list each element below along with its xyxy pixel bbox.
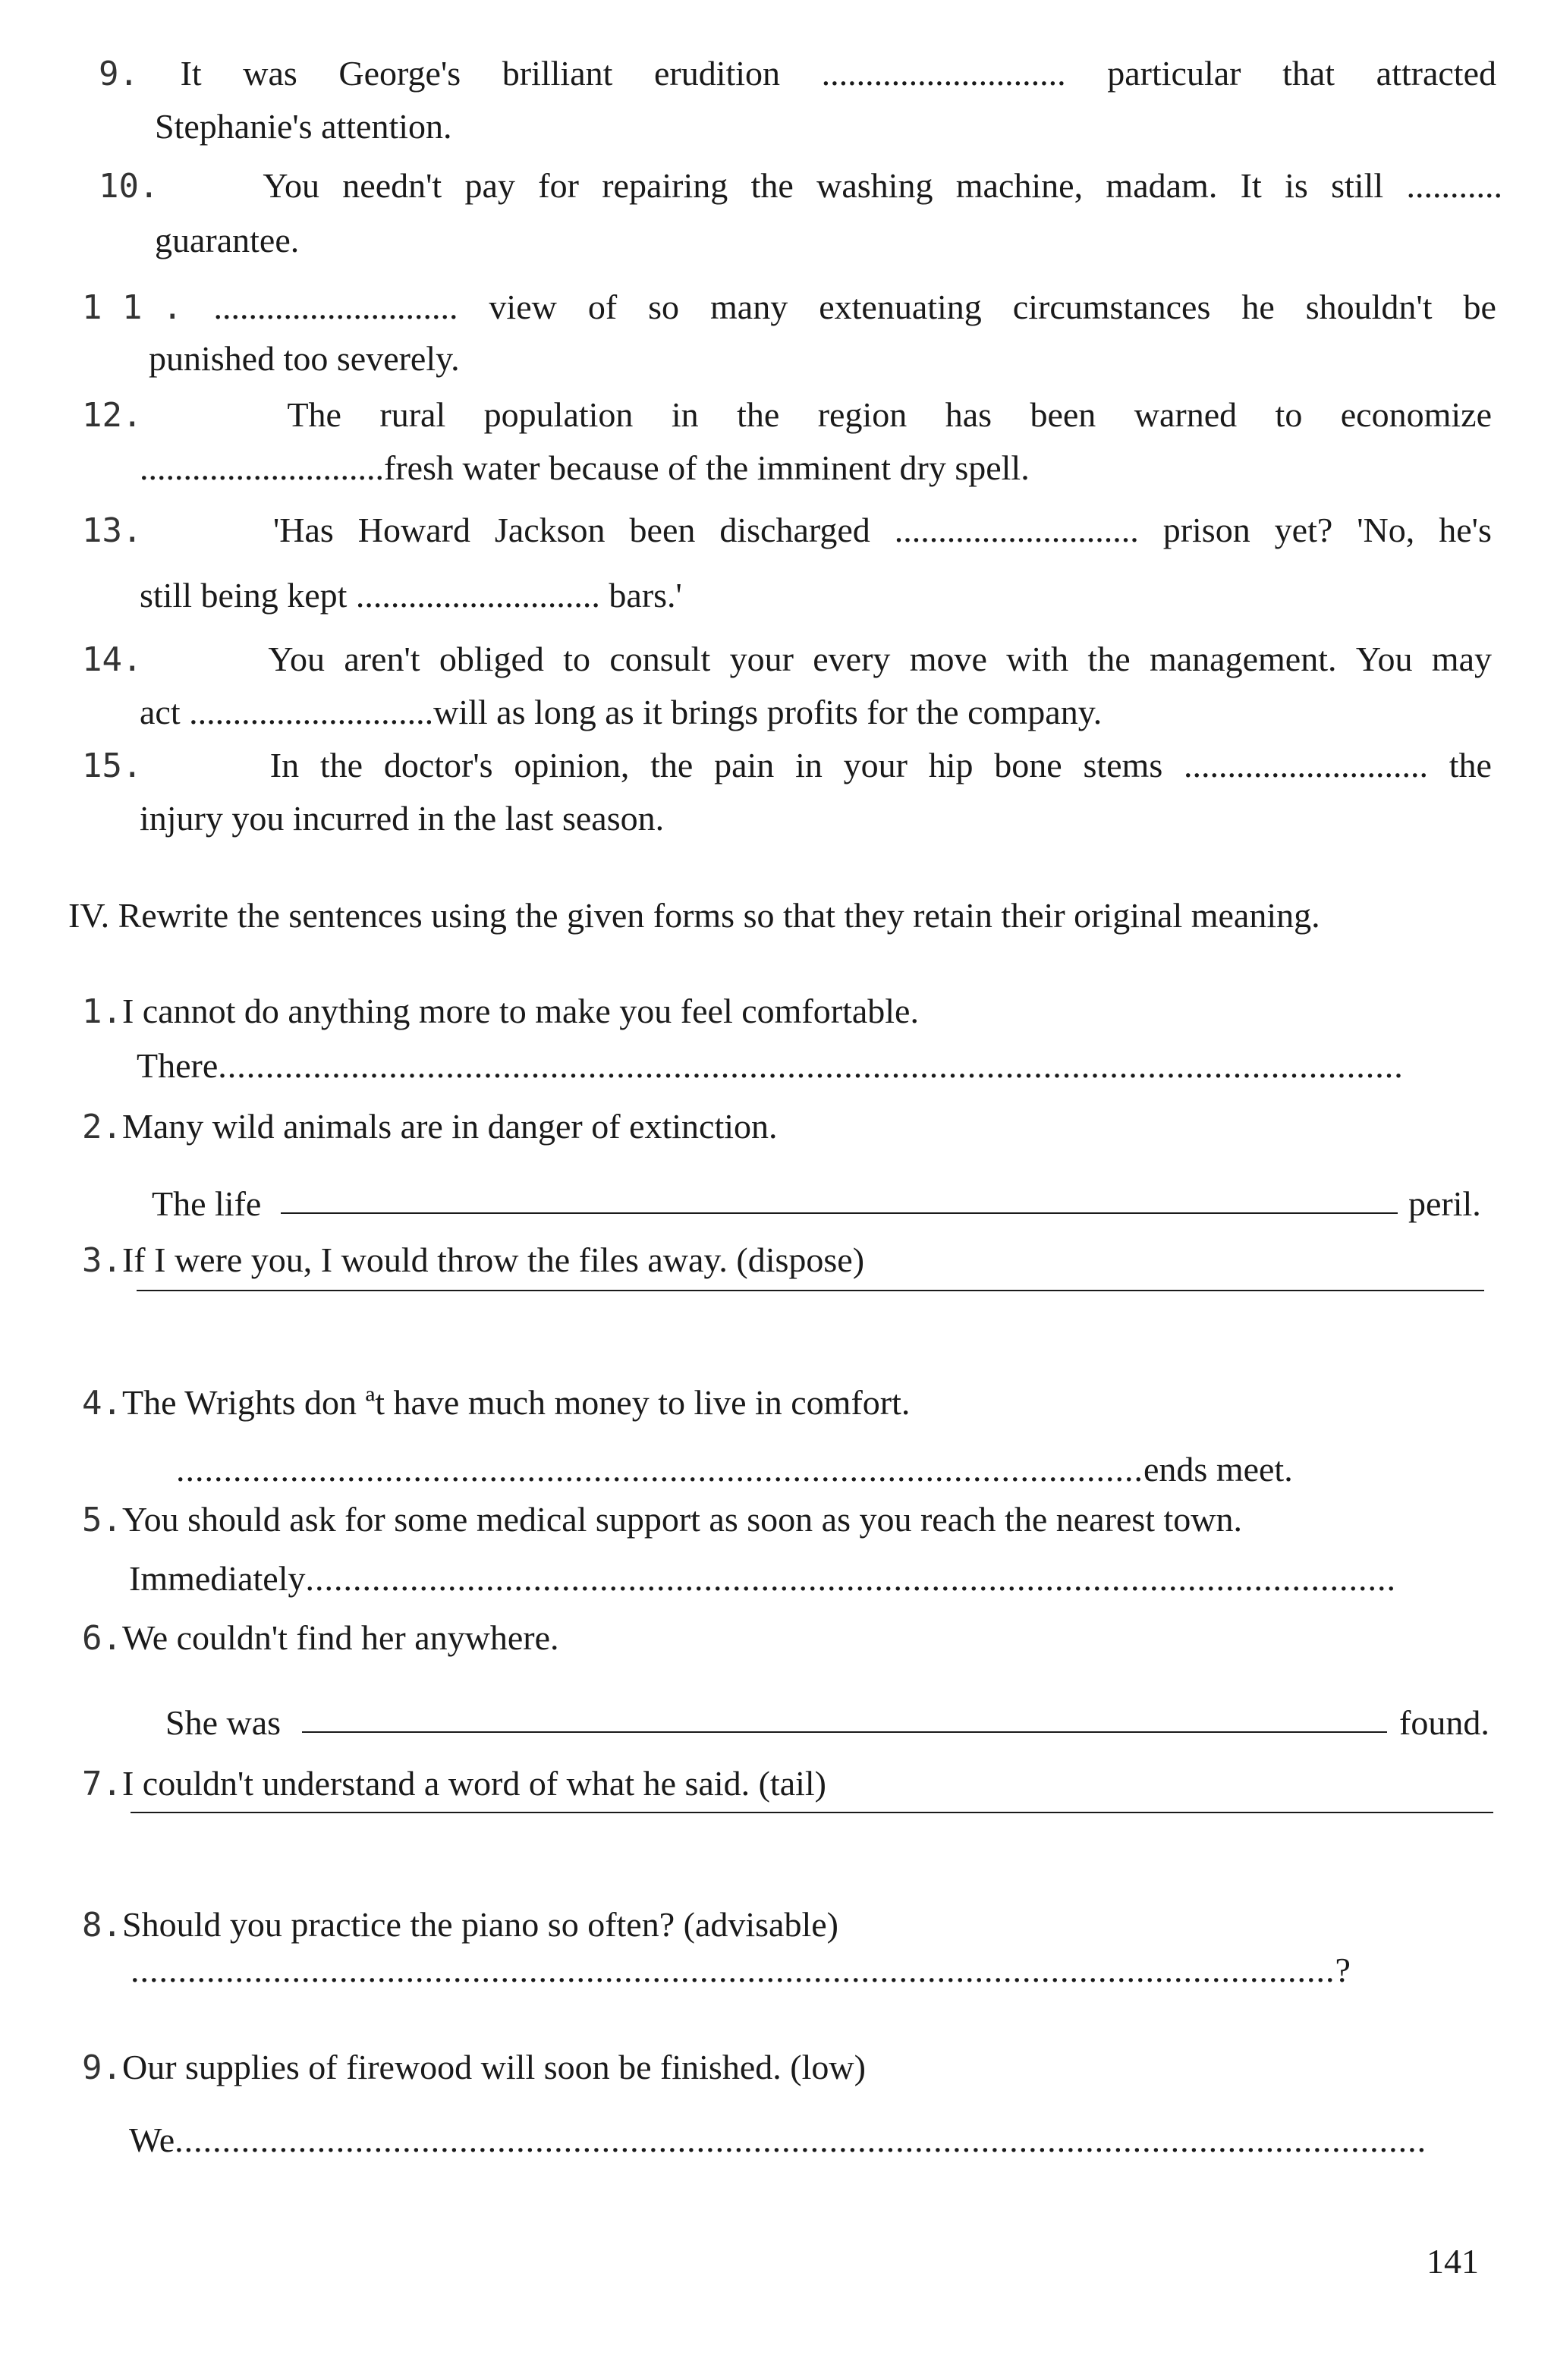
word: The — [287, 395, 341, 434]
answer-line-8[interactable] — [131, 1950, 1351, 1990]
item-number: 10. — [99, 167, 159, 206]
item-number: 8. — [82, 1906, 122, 1945]
item-11-line2: punished too severely. — [149, 339, 460, 378]
answer-prefix: The life — [152, 1184, 262, 1223]
answer-underline-7[interactable] — [131, 1812, 1493, 1813]
rewrite-item-4 — [82, 1382, 910, 1423]
word: your — [729, 640, 794, 678]
answer-blank[interactable]: ...................................................................................................... — [176, 1450, 1143, 1489]
word: has — [945, 395, 992, 434]
item-number: 1 1 . — [82, 288, 183, 327]
rewrite-item-2 — [82, 1106, 778, 1146]
word: pain — [714, 746, 775, 784]
word: discharged — [719, 511, 870, 549]
sentence: If I were you, I would throw the files away. (dispose) — [121, 1240, 865, 1279]
rewrite-item-5 — [82, 1499, 1242, 1539]
item-9-line1 — [99, 53, 1496, 93]
sentence: Should you practice the piano so often? (advisable) — [121, 1905, 838, 1944]
item-number: 3. — [82, 1241, 122, 1280]
item-number: 15. — [82, 747, 143, 785]
answer-blank[interactable]: ............................ — [1184, 746, 1428, 784]
rewrite-item-3 — [82, 1240, 864, 1280]
word: the — [319, 746, 363, 784]
word: be — [1463, 288, 1496, 326]
word: many — [710, 288, 788, 326]
word: is — [1285, 166, 1308, 205]
word: move — [909, 640, 987, 678]
rewrite-item-8 — [82, 1904, 838, 1945]
answer-blank[interactable]: ................................................................................................................... — [305, 1559, 1396, 1598]
word: 'Has — [272, 511, 334, 549]
word: madam. — [1106, 166, 1218, 205]
word: economize — [1340, 395, 1492, 434]
answer-suffix: peril. — [1408, 1184, 1481, 1223]
word: shouldn't — [1305, 288, 1433, 326]
word: view — [489, 288, 557, 326]
word: with — [1006, 640, 1069, 678]
word: warned — [1134, 395, 1238, 434]
answer-suffix: ? — [1335, 1951, 1351, 1989]
word: bone — [994, 746, 1062, 784]
word: particular — [1107, 54, 1241, 93]
item-14-line2: act ............................will as long as it brings profits for the company. — [140, 693, 1103, 731]
answer-line-4[interactable] — [176, 1449, 1293, 1489]
word: prison — [1162, 511, 1250, 549]
word: to — [563, 640, 590, 678]
answer-underline-2[interactable] — [281, 1212, 1398, 1214]
answer-blank[interactable]: ............................ — [213, 288, 458, 326]
word: opinion, — [514, 746, 630, 784]
answer-prefix: There — [137, 1046, 219, 1085]
word: aren't — [344, 640, 420, 678]
word: needn't — [342, 166, 442, 205]
answer-line-5[interactable] — [129, 1558, 1396, 1599]
sentence: We couldn't find her anywhere. — [121, 1618, 559, 1657]
item-15-line1 — [82, 745, 1492, 785]
sentence: You should ask for some medical support as soon as you reach the nearest town. — [121, 1500, 1242, 1539]
word: was — [243, 54, 297, 93]
page-number: 141 — [1427, 2242, 1479, 2281]
word: that — [1282, 54, 1335, 93]
word: You — [263, 166, 319, 205]
item-number: 4. — [82, 1384, 122, 1423]
word: It — [1240, 166, 1262, 205]
word: the — [1449, 746, 1492, 784]
word: 'No, — [1357, 511, 1415, 549]
answer-blank[interactable]: ............................ — [894, 511, 1139, 549]
word: extenuating — [819, 288, 982, 326]
item-number: 6. — [82, 1619, 122, 1658]
word: been — [1030, 395, 1096, 434]
word: of — [587, 288, 618, 326]
word: Jackson — [494, 511, 606, 549]
word: the — [750, 166, 794, 205]
word: may — [1431, 640, 1492, 678]
word: doctor's — [383, 746, 493, 784]
item-number: 1. — [82, 992, 122, 1031]
answer-blank[interactable]: ............................ — [821, 54, 1066, 93]
word: he — [1241, 288, 1275, 326]
answer-suffix: found. — [1399, 1703, 1490, 1742]
rewrite-item-1 — [82, 991, 919, 1031]
word: population — [483, 395, 634, 434]
answer-blank[interactable]: ............................................................................................................................. — [218, 1046, 1404, 1085]
word: consult — [609, 640, 711, 678]
answer-prefix: She was — [165, 1703, 282, 1742]
item-11-line1 — [82, 287, 1496, 327]
section-heading: IV. Rewrite the sentences using the given forms so that they retain their original meaning. — [68, 896, 1320, 935]
answer-line-9[interactable] — [129, 2120, 1427, 2160]
item-number: 7. — [82, 1765, 122, 1803]
answer-suffix: ends meet. — [1143, 1450, 1293, 1489]
word: obliged — [439, 640, 544, 678]
answer-prefix: We — [129, 2121, 175, 2159]
word: every — [813, 640, 891, 678]
word: yet? — [1274, 511, 1333, 549]
word: In — [269, 746, 300, 784]
item-13-line1 — [82, 510, 1492, 550]
word: your — [843, 746, 908, 784]
item-15-line2: injury you incurred in the last season. — [140, 799, 665, 838]
word: machine, — [955, 166, 1084, 205]
sentence: The Wrights don ªt have much money to live in comfort. — [121, 1383, 911, 1422]
word: still — [1331, 166, 1384, 205]
word: so — [648, 288, 680, 326]
word: in — [671, 395, 699, 434]
word: Howard — [357, 511, 470, 549]
rewrite-item-9 — [82, 2047, 866, 2087]
item-10-line1 — [99, 165, 1502, 206]
word: It — [180, 54, 202, 93]
item-10-line2: guarantee. — [155, 221, 300, 259]
item-12-line1 — [82, 395, 1492, 435]
word: brilliant — [502, 54, 613, 93]
sentence: I couldn't understand a word of what he said. (tail) — [121, 1764, 827, 1803]
word: stems — [1083, 746, 1163, 784]
sentence: Many wild animals are in danger of extinction. — [121, 1107, 778, 1146]
item-number: 2. — [82, 1108, 122, 1146]
word: attracted — [1376, 54, 1496, 93]
word: George's — [338, 54, 461, 93]
answer-prefix: Immediately — [129, 1559, 306, 1598]
word: the — [650, 746, 694, 784]
item-14-line1 — [82, 639, 1492, 679]
word: pay — [464, 166, 515, 205]
word: hip — [928, 746, 974, 784]
item-number: 9. — [82, 2048, 122, 2087]
word: repairing — [602, 166, 728, 205]
rewrite-item-6 — [82, 1618, 559, 1658]
word: the — [737, 395, 780, 434]
word: region — [817, 395, 908, 434]
answer-blank[interactable]: ............................................................................................................................... — [131, 1951, 1335, 1989]
item-9-line2: Stephanie's attention. — [155, 107, 452, 146]
word: You — [268, 640, 325, 678]
answer-blank[interactable]: .................................................................................................................................... — [175, 2121, 1427, 2159]
sentence: Our supplies of firewood will soon be finished. (low) — [121, 2048, 866, 2086]
answer-line-1[interactable] — [137, 1045, 1404, 1086]
word: washing — [816, 166, 933, 205]
answer-underline-6[interactable] — [302, 1731, 1387, 1733]
item-number: 9. — [99, 55, 139, 93]
word: in — [795, 746, 823, 784]
item-number: 5. — [82, 1501, 122, 1539]
item-13-line2: still being kept ............................ bars.' — [140, 576, 682, 615]
rewrite-item-7 — [82, 1763, 826, 1803]
word: circumstances — [1012, 288, 1211, 326]
answer-blank[interactable]: ........... — [1406, 166, 1502, 205]
word: erudition — [653, 54, 781, 93]
item-number: 12. — [82, 396, 143, 435]
answer-underline-3[interactable] — [137, 1290, 1484, 1291]
word: he's — [1439, 511, 1492, 549]
word: been — [629, 511, 696, 549]
word: You — [1355, 640, 1413, 678]
word: management. — [1149, 640, 1337, 678]
sentence: I cannot do anything more to make you feel comfortable. — [121, 992, 919, 1030]
word: the — [1087, 640, 1131, 678]
item-12-line2: ............................fresh water because of the imminent dry spell. — [140, 448, 1030, 487]
word: for — [538, 166, 579, 205]
item-number: 13. — [82, 511, 143, 550]
word: to — [1275, 395, 1303, 434]
word: rural — [379, 395, 446, 434]
item-number: 14. — [82, 640, 143, 679]
